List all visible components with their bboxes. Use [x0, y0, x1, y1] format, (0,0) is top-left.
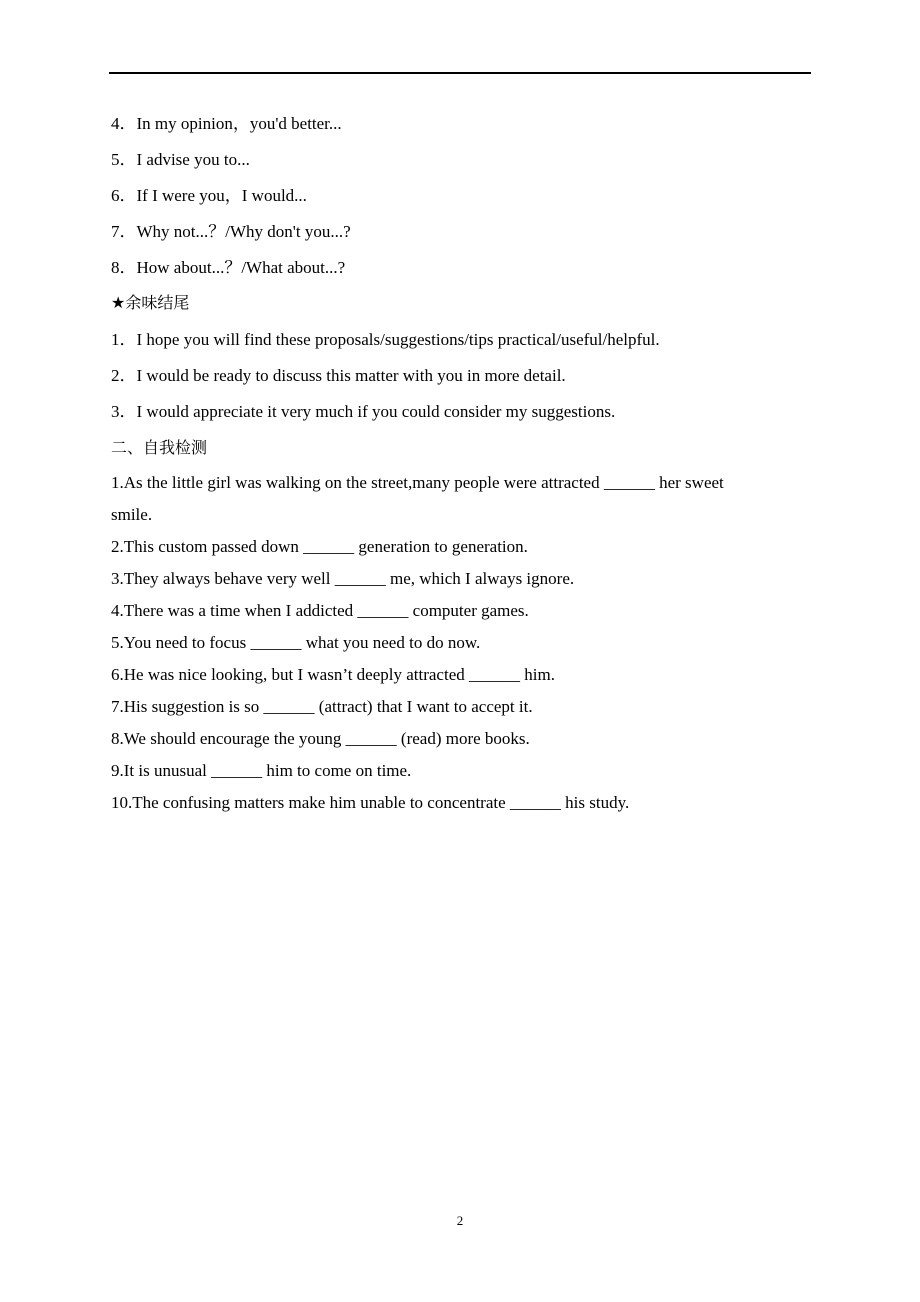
page-number: 2 — [456, 1213, 464, 1228]
exercise-line: 2.This custom passed down ______ generation to generation. — [111, 537, 528, 556]
exercise-line: 1.As the little girl was walking on the street,many people were attracted ______ her sweet — [111, 473, 724, 492]
section-heading: 二、自我检测 — [111, 438, 208, 457]
ending-line: 3．I would appreciate it very much if you could consider my suggestions. — [111, 402, 616, 421]
exercise-line: 9.It is unusual ______ him to come on time. — [111, 761, 412, 780]
exercise-line: 8.We should encourage the young ______ (read) more books. — [111, 729, 530, 748]
phrase-line: 6．If I were you，I would... — [111, 186, 307, 205]
phrase-line: 7．Why not...？/Why don't you...? — [111, 222, 351, 241]
phrase-line: 5．I advise you to... — [111, 150, 250, 169]
phrase-line: 8．How about...？/What about...? — [111, 258, 346, 277]
exercise-line: 10.The confusing matters make him unable to concentrate ______ his study. — [111, 793, 630, 812]
header-rule — [109, 72, 811, 74]
ending-heading: ★余味结尾 — [111, 293, 190, 312]
ending-line: 1．I hope you will find these proposals/suggestions/tips practical/useful/helpful. — [111, 330, 660, 349]
exercise-line: 3.They always behave very well ______ me, which I always ignore. — [111, 569, 575, 588]
phrase-line: 4．In my opinion，you'd better... — [111, 114, 342, 133]
ending-line: 2．I would be ready to discuss this matter with you in more detail. — [111, 366, 566, 385]
exercise-line: 7.His suggestion is so ______ (attract) that I want to accept it. — [111, 697, 533, 716]
exercise-line: 5.You need to focus ______ what you need to do now. — [111, 633, 481, 652]
exercise-line: smile. — [111, 505, 153, 524]
exercise-line: 4.There was a time when I addicted ______ computer games. — [111, 601, 529, 620]
exercise-line: 6.He was nice looking, but I wasn’t deeply attracted ______ him. — [111, 665, 555, 684]
